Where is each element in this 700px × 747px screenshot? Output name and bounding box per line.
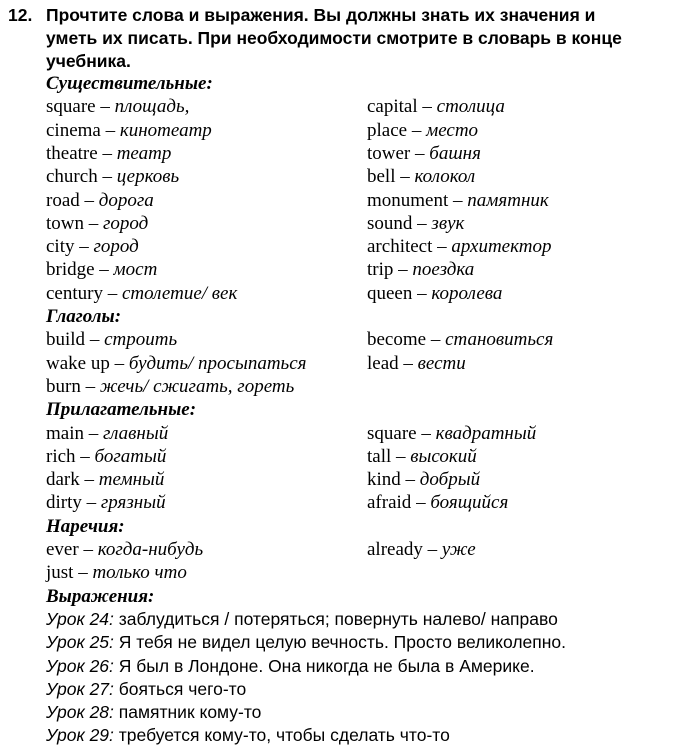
- lesson-label: Урок 26:: [46, 655, 114, 676]
- dash: –: [100, 119, 120, 141]
- english-word: just: [46, 562, 74, 584]
- dash: –: [395, 166, 415, 188]
- section-heading-adverbs: Наречия:: [46, 515, 125, 537]
- vocab-entry: [367, 445, 477, 468]
- english-word: theatre: [46, 142, 98, 164]
- russian-translation: темный: [98, 469, 165, 491]
- english-word: square: [46, 96, 96, 118]
- russian-translation: столетие/ век: [121, 282, 238, 304]
- lesson-label: Урок 24:: [46, 608, 114, 629]
- expression-text: памятник кому-то: [113, 702, 262, 723]
- section-heading-verbs: Глаголы:: [46, 306, 122, 327]
- vocab-entry: [46, 352, 306, 375]
- vocab-entry: [367, 491, 508, 514]
- english-word: burn: [46, 375, 81, 397]
- russian-translation: квадратный: [435, 422, 537, 444]
- dash: –: [426, 329, 446, 351]
- russian-translation: королева: [431, 282, 503, 304]
- russian-translation: мост: [113, 259, 158, 281]
- vocab-entry: [367, 282, 502, 305]
- russian-translation: грязный: [100, 492, 166, 514]
- english-word: tall: [367, 445, 392, 467]
- expression-item: [46, 701, 261, 724]
- vocab-entry: [46, 422, 168, 445]
- dash: –: [432, 236, 452, 258]
- russian-translation: богатый: [94, 445, 167, 467]
- dash: –: [78, 539, 98, 560]
- english-word: ever: [46, 539, 79, 560]
- dash: –: [109, 352, 129, 374]
- dash: –: [73, 562, 93, 584]
- english-word: already: [367, 539, 423, 560]
- vocab-entry: [46, 491, 166, 514]
- vocab-entry: [367, 258, 474, 281]
- vocab-entry: [46, 375, 294, 398]
- russian-translation: когда-нибудь: [97, 539, 204, 560]
- lesson-label: Урок 25:: [46, 632, 114, 653]
- english-word: kind: [367, 469, 401, 491]
- russian-translation: становиться: [445, 329, 554, 351]
- english-word: wake up: [46, 352, 110, 374]
- english-word: sound: [367, 212, 413, 234]
- instruction-line: уметь их писать. При необходимости смотрите в словарь в конце: [46, 28, 622, 48]
- dash: –: [417, 96, 437, 118]
- expression-text: требуется кому-то, чтобы сделать что-то: [113, 725, 450, 746]
- english-word: monument: [367, 189, 449, 211]
- dash: –: [97, 166, 117, 188]
- english-word: dark: [46, 469, 80, 491]
- vocab-entry: [46, 538, 203, 561]
- dash: –: [84, 422, 103, 444]
- russian-translation: театр: [116, 142, 172, 164]
- russian-translation: церковь: [116, 166, 180, 188]
- russian-translation: город: [103, 212, 149, 234]
- english-word: cinema: [46, 119, 101, 141]
- russian-translation: добрый: [419, 469, 481, 491]
- english-word: queen: [367, 282, 413, 304]
- english-word: city: [46, 236, 75, 258]
- english-word: bell: [367, 166, 396, 188]
- russian-translation: только что: [92, 562, 187, 584]
- lesson-label: Урок 27:: [46, 678, 114, 699]
- english-word: trip: [367, 259, 394, 281]
- exercise-instructions: [46, 4, 700, 73]
- vocab-entry: [367, 468, 480, 491]
- english-word: town: [46, 212, 84, 234]
- dash: –: [84, 212, 103, 234]
- expression-text: бояться чего-то: [113, 678, 247, 699]
- russian-translation: боящийся: [430, 492, 509, 514]
- russian-translation: дорога: [98, 189, 154, 211]
- dash: –: [410, 142, 430, 164]
- english-word: place: [367, 119, 408, 141]
- english-word: rich: [46, 445, 76, 467]
- vocab-entry: [46, 212, 148, 235]
- vocab-entry: [367, 142, 481, 165]
- expression-text: Я был в Лондоне. Она никогда не была в Америке.: [113, 655, 535, 676]
- dash: –: [95, 96, 115, 118]
- english-word: square: [367, 422, 417, 444]
- dash: –: [97, 142, 117, 164]
- dash: –: [94, 259, 114, 281]
- dash: –: [102, 282, 122, 304]
- expression-item: [46, 608, 558, 631]
- russian-translation: звук: [431, 212, 465, 234]
- english-word: lead: [367, 352, 399, 374]
- english-word: afraid: [367, 492, 412, 514]
- dash: –: [79, 469, 99, 491]
- vocab-entry: [367, 538, 476, 561]
- english-word: tower: [367, 142, 411, 164]
- russian-translation: столица: [436, 96, 505, 118]
- english-word: architect: [367, 236, 433, 258]
- expression-text: заблудиться / потеряться; повернуть налево/ направо: [113, 608, 558, 629]
- expression-item: [46, 631, 566, 654]
- english-word: capital: [367, 96, 418, 118]
- russian-translation: будить/ просыпаться: [128, 352, 307, 374]
- vocab-entry: [46, 561, 187, 584]
- vocab-entry: [367, 95, 505, 118]
- expression-text: Я тебя не видел целую вечность. Просто великолепно.: [113, 632, 567, 653]
- section-heading-adjectives: Прилагательные:: [46, 399, 197, 421]
- dash: –: [412, 212, 432, 234]
- russian-translation: жечь/ сжигать, гореть: [99, 375, 295, 397]
- russian-translation: колокол: [414, 166, 476, 188]
- lesson-label: Урок 28:: [46, 702, 114, 723]
- dash: –: [398, 352, 418, 374]
- instruction-line: Прочтите слова и выражения. Вы должны знать их значения и: [46, 5, 596, 25]
- english-word: become: [367, 329, 427, 351]
- dash: –: [81, 492, 101, 514]
- russian-translation: строить: [104, 329, 178, 351]
- dash: –: [412, 282, 432, 304]
- vocab-entry: [367, 165, 475, 188]
- expression-item: [46, 724, 450, 747]
- english-word: bridge: [46, 259, 95, 281]
- expression-item: [46, 678, 246, 701]
- expression-item: [46, 655, 535, 678]
- dash: –: [400, 469, 420, 491]
- russian-translation: уже: [441, 539, 476, 560]
- vocab-entry: [367, 119, 478, 142]
- vocab-entry: [46, 119, 212, 142]
- vocab-entry: [367, 328, 553, 351]
- dash: –: [75, 445, 95, 467]
- vocab-entry: [46, 445, 166, 468]
- vocab-entry: [46, 282, 237, 305]
- russian-translation: архитектор: [451, 236, 552, 258]
- dash: –: [422, 539, 442, 560]
- russian-translation: вести: [417, 352, 466, 374]
- russian-translation: площадь,: [114, 96, 190, 118]
- dash: –: [79, 189, 99, 211]
- russian-translation: памятник: [467, 189, 549, 211]
- vocab-entry: [367, 212, 464, 235]
- dash: –: [407, 119, 427, 141]
- russian-translation: башня: [429, 142, 481, 164]
- english-word: road: [46, 189, 80, 211]
- russian-translation: место: [426, 119, 479, 141]
- russian-translation: кинотеатр: [119, 119, 212, 141]
- exercise-number: 12.: [8, 5, 33, 25]
- vocab-entry: [46, 95, 189, 118]
- vocab-entry: [46, 468, 164, 491]
- russian-translation: город: [93, 236, 139, 258]
- vocab-entry: [367, 235, 551, 258]
- russian-translation: главный: [103, 422, 169, 444]
- dash: –: [80, 375, 100, 397]
- english-word: build: [46, 329, 86, 351]
- english-word: main: [46, 422, 84, 444]
- vocab-entry: [46, 235, 139, 258]
- english-word: church: [46, 166, 98, 188]
- vocab-entry: [46, 328, 177, 351]
- vocab-entry: [46, 142, 171, 165]
- dash: –: [85, 329, 105, 351]
- dash: –: [448, 189, 468, 211]
- english-word: century: [46, 282, 103, 304]
- vocab-entry: [46, 258, 157, 281]
- english-word: dirty: [46, 492, 82, 514]
- vocab-entry: [367, 352, 466, 375]
- dash: –: [74, 236, 94, 258]
- russian-translation: поездка: [412, 259, 475, 281]
- russian-translation: высокий: [410, 445, 477, 467]
- section-heading-expressions: Выражения:: [46, 585, 155, 607]
- vocab-entry: [367, 422, 536, 445]
- dash: –: [411, 492, 431, 514]
- instruction-line: учебника.: [46, 51, 131, 71]
- vocab-entry: [46, 189, 154, 212]
- dash: –: [391, 445, 411, 467]
- vocab-entry: [367, 189, 549, 212]
- dash: –: [393, 259, 413, 281]
- lesson-label: Урок 29:: [46, 725, 114, 746]
- vocab-entry: [46, 165, 179, 188]
- section-heading-nouns: Существительные:: [46, 73, 213, 94]
- dash: –: [416, 422, 436, 444]
